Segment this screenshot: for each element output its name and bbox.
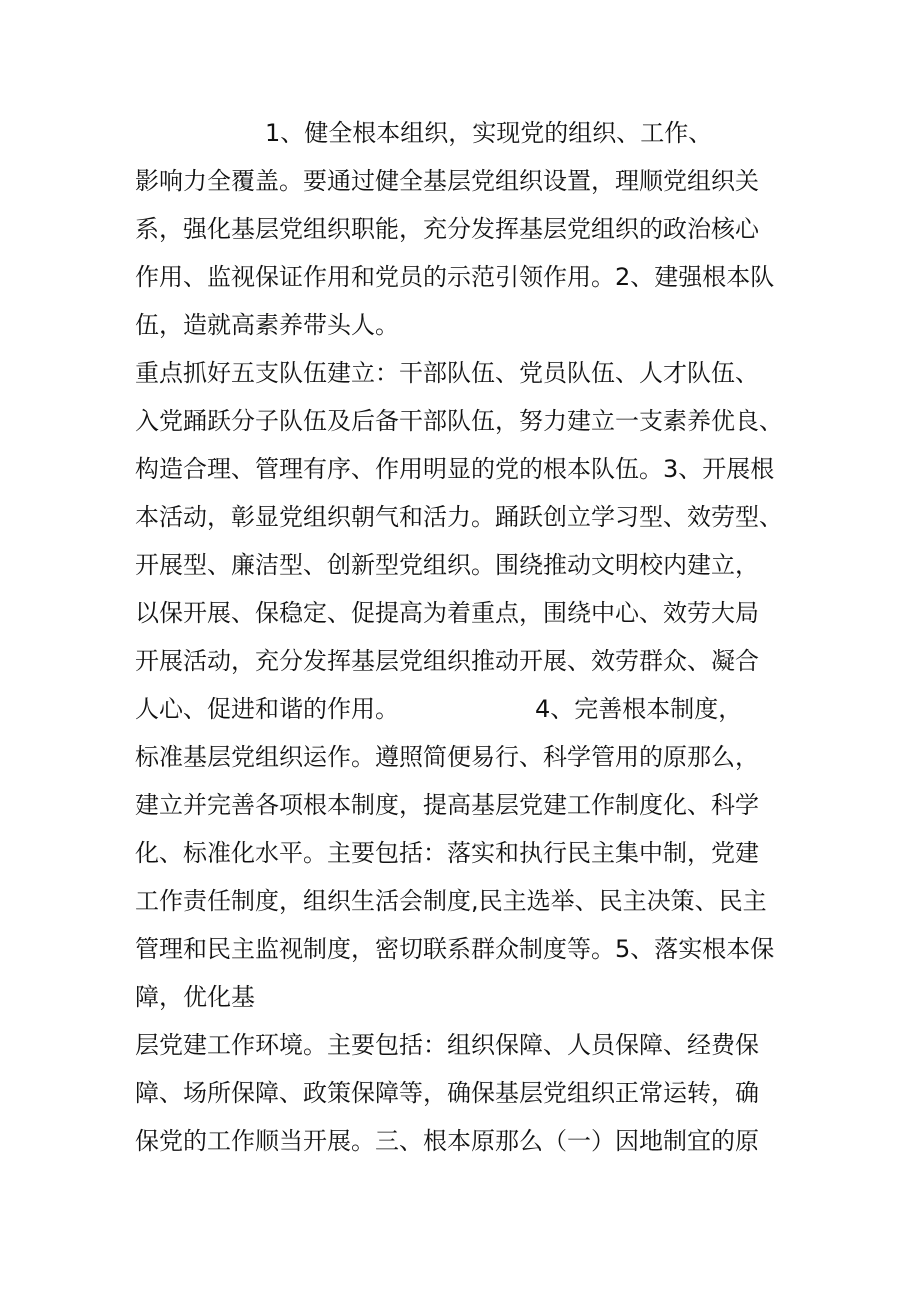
paragraph-line: 开展型、廉洁型、创新型党组织。围绕推动文明校内建立，: [135, 551, 759, 579]
paragraph-line: 入党踊跃分子队伍及后备干部队伍，努力建立一支素养优良、: [135, 407, 783, 435]
paragraph-line: 系，强化基层党组织职能，充分发挥基层党组织的政治核心: [135, 215, 759, 243]
paragraph-line: 伍，造就高素养带头人。: [135, 311, 399, 339]
paragraph-line: 障，优化基: [135, 983, 255, 1011]
paragraph-line: 化、标准化水平。主要包括：落实和执行民主集中制，党建: [135, 839, 759, 867]
paragraph-line: 标准基层党组织运作。遵照简便易行、科学管用的原那么，: [135, 743, 759, 771]
paragraph-line: 层党建工作环境。主要包括：组织保障、人员保障、经费保: [135, 1031, 759, 1059]
paragraph-line: 保党的工作顺当开展。三、根本原那么（一）因地制宜的原: [135, 1127, 759, 1155]
paragraph-line: 本活动，彰显党组织朝气和活力。踊跃创立学习型、效劳型、: [135, 503, 783, 531]
paragraph-line: 人心、促进和谐的作用。: [135, 695, 399, 723]
paragraph-line: 开展活动，充分发挥基层党组织推动开展、效劳群众、凝合: [135, 647, 759, 675]
paragraph-line: 建立并完善各项根本制度，提高基层党建工作制度化、科学: [135, 791, 759, 819]
paragraph-line: 影响力全覆盖。要通过健全基层党组织设置，理顺党组织关: [135, 167, 759, 195]
paragraph-line: 重点抓好五支队伍建立：干部队伍、党员队伍、人才队伍、: [135, 359, 759, 387]
paragraph-line: 管理和民主监视制度，密切联系群众制度等。5、落实根本保: [135, 935, 775, 963]
paragraph-line: 1、健全根本组织，实现党的组织、工作、: [265, 119, 713, 147]
paragraph-line: 4、完善根本制度，: [535, 695, 743, 723]
paragraph-line: 以保开展、保稳定、促提高为着重点，围绕中心、效劳大局: [135, 599, 759, 627]
paragraph-line: 工作责任制度，组织生活会制度,民主选举、民主决策、民主: [135, 887, 767, 915]
paragraph-line: 构造合理、管理有序、作用明显的党的根本队伍。3、开展根: [135, 455, 775, 483]
paragraph-line: 障、场所保障、政策保障等，确保基层党组织正常运转，确: [135, 1079, 759, 1107]
paragraph-line: 作用、监视保证作用和党员的示范引领作用。2、建强根本队: [135, 263, 775, 291]
